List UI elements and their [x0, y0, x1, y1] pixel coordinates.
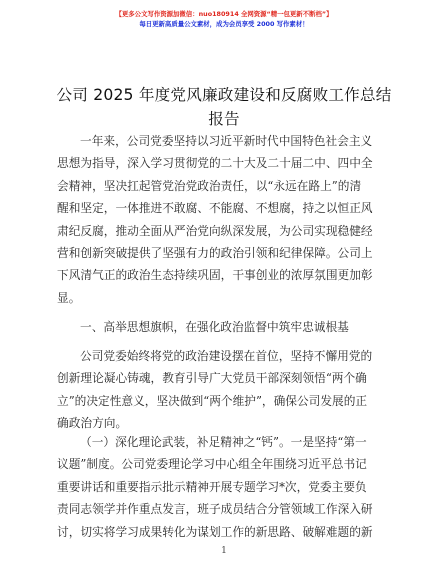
paragraph-line: 重要讲话和重要指示批示精神开展专题学习*次，党委主要负: [57, 479, 367, 494]
promo-banner: [0, 9, 448, 29]
paragraph-line: （一）深化理论武装，补足精神之“钙”。一是坚持“第一: [80, 435, 367, 449]
banner-line-2: 每日更新高质量公文素材，成为会员享受 2000 写作素材！: [139, 20, 309, 28]
paragraph-line: 营和创新突破提供了坚强有力的政治引领和纪律保障。公司上: [57, 246, 373, 261]
intro-paragraph: [57, 130, 392, 309]
paragraph-line: 肃纪反腐，推动全面从严治党向纵深发展，为公司实现稳健经: [57, 223, 373, 238]
paragraph-line: 会精神，坚决扛起管党治党政治责任，以“永远在路上”的清: [57, 178, 362, 193]
banner-line-1: 【更多公文写作资源加微信：nuo180914 全网资源“精一包更新不断档”】: [115, 10, 333, 18]
subsection-1-paragraph: [57, 431, 392, 543]
paragraph-line: 思想为指导，深入学习贯彻党的二十大及二十届二中、四中全: [57, 156, 373, 171]
title-line-2: 报告: [208, 110, 240, 128]
paragraph-line: 责同志领学并作重点发言，班子成员结合分管领域工作深入研: [57, 502, 373, 517]
page-number: 1: [221, 546, 227, 556]
paragraph-line: 一年来，公司党委坚持以习近平新时代中国特色社会主义: [80, 134, 373, 148]
paragraph-line: 立”的决定性意义，坚决做到“两个维护”，确保公司发展的正: [57, 393, 368, 408]
section-heading-1: 一、高举思想旗帜，在强化政治监督中筑牢忠诚根基: [80, 320, 349, 334]
paragraph-line: 显。: [57, 290, 81, 305]
paragraph-line: 确政治方向。: [57, 416, 128, 431]
paragraph-line: 议题”制度。公司党委理论学习中心组全年围绕习近平总书记: [57, 457, 367, 472]
paragraph-line: 创新理论凝心铸魂，教育引导广大党员干部深刻领悟“两个确: [57, 371, 367, 386]
title-line-1: 公司 2025 年度党风廉政建设和反腐败工作总结: [56, 86, 392, 104]
paragraph-line: 讨，切实将学习成果转化为谋划工作的新思路、破解难题的新: [57, 524, 373, 539]
document-title: [40, 83, 408, 131]
paragraph-line: 下风清气正的政治生态持续巩固，干事创业的浓厚氛围更加彰: [57, 268, 373, 283]
section-1-paragraph: [57, 345, 392, 435]
paragraph-line: 公司党委始终将党的政治建设摆在首位，坚持不懈用党的: [80, 349, 373, 363]
paragraph-line: 醒和坚定，一体推进不敢腐、不能腐、不想腐，持之以恒正风: [57, 201, 373, 216]
